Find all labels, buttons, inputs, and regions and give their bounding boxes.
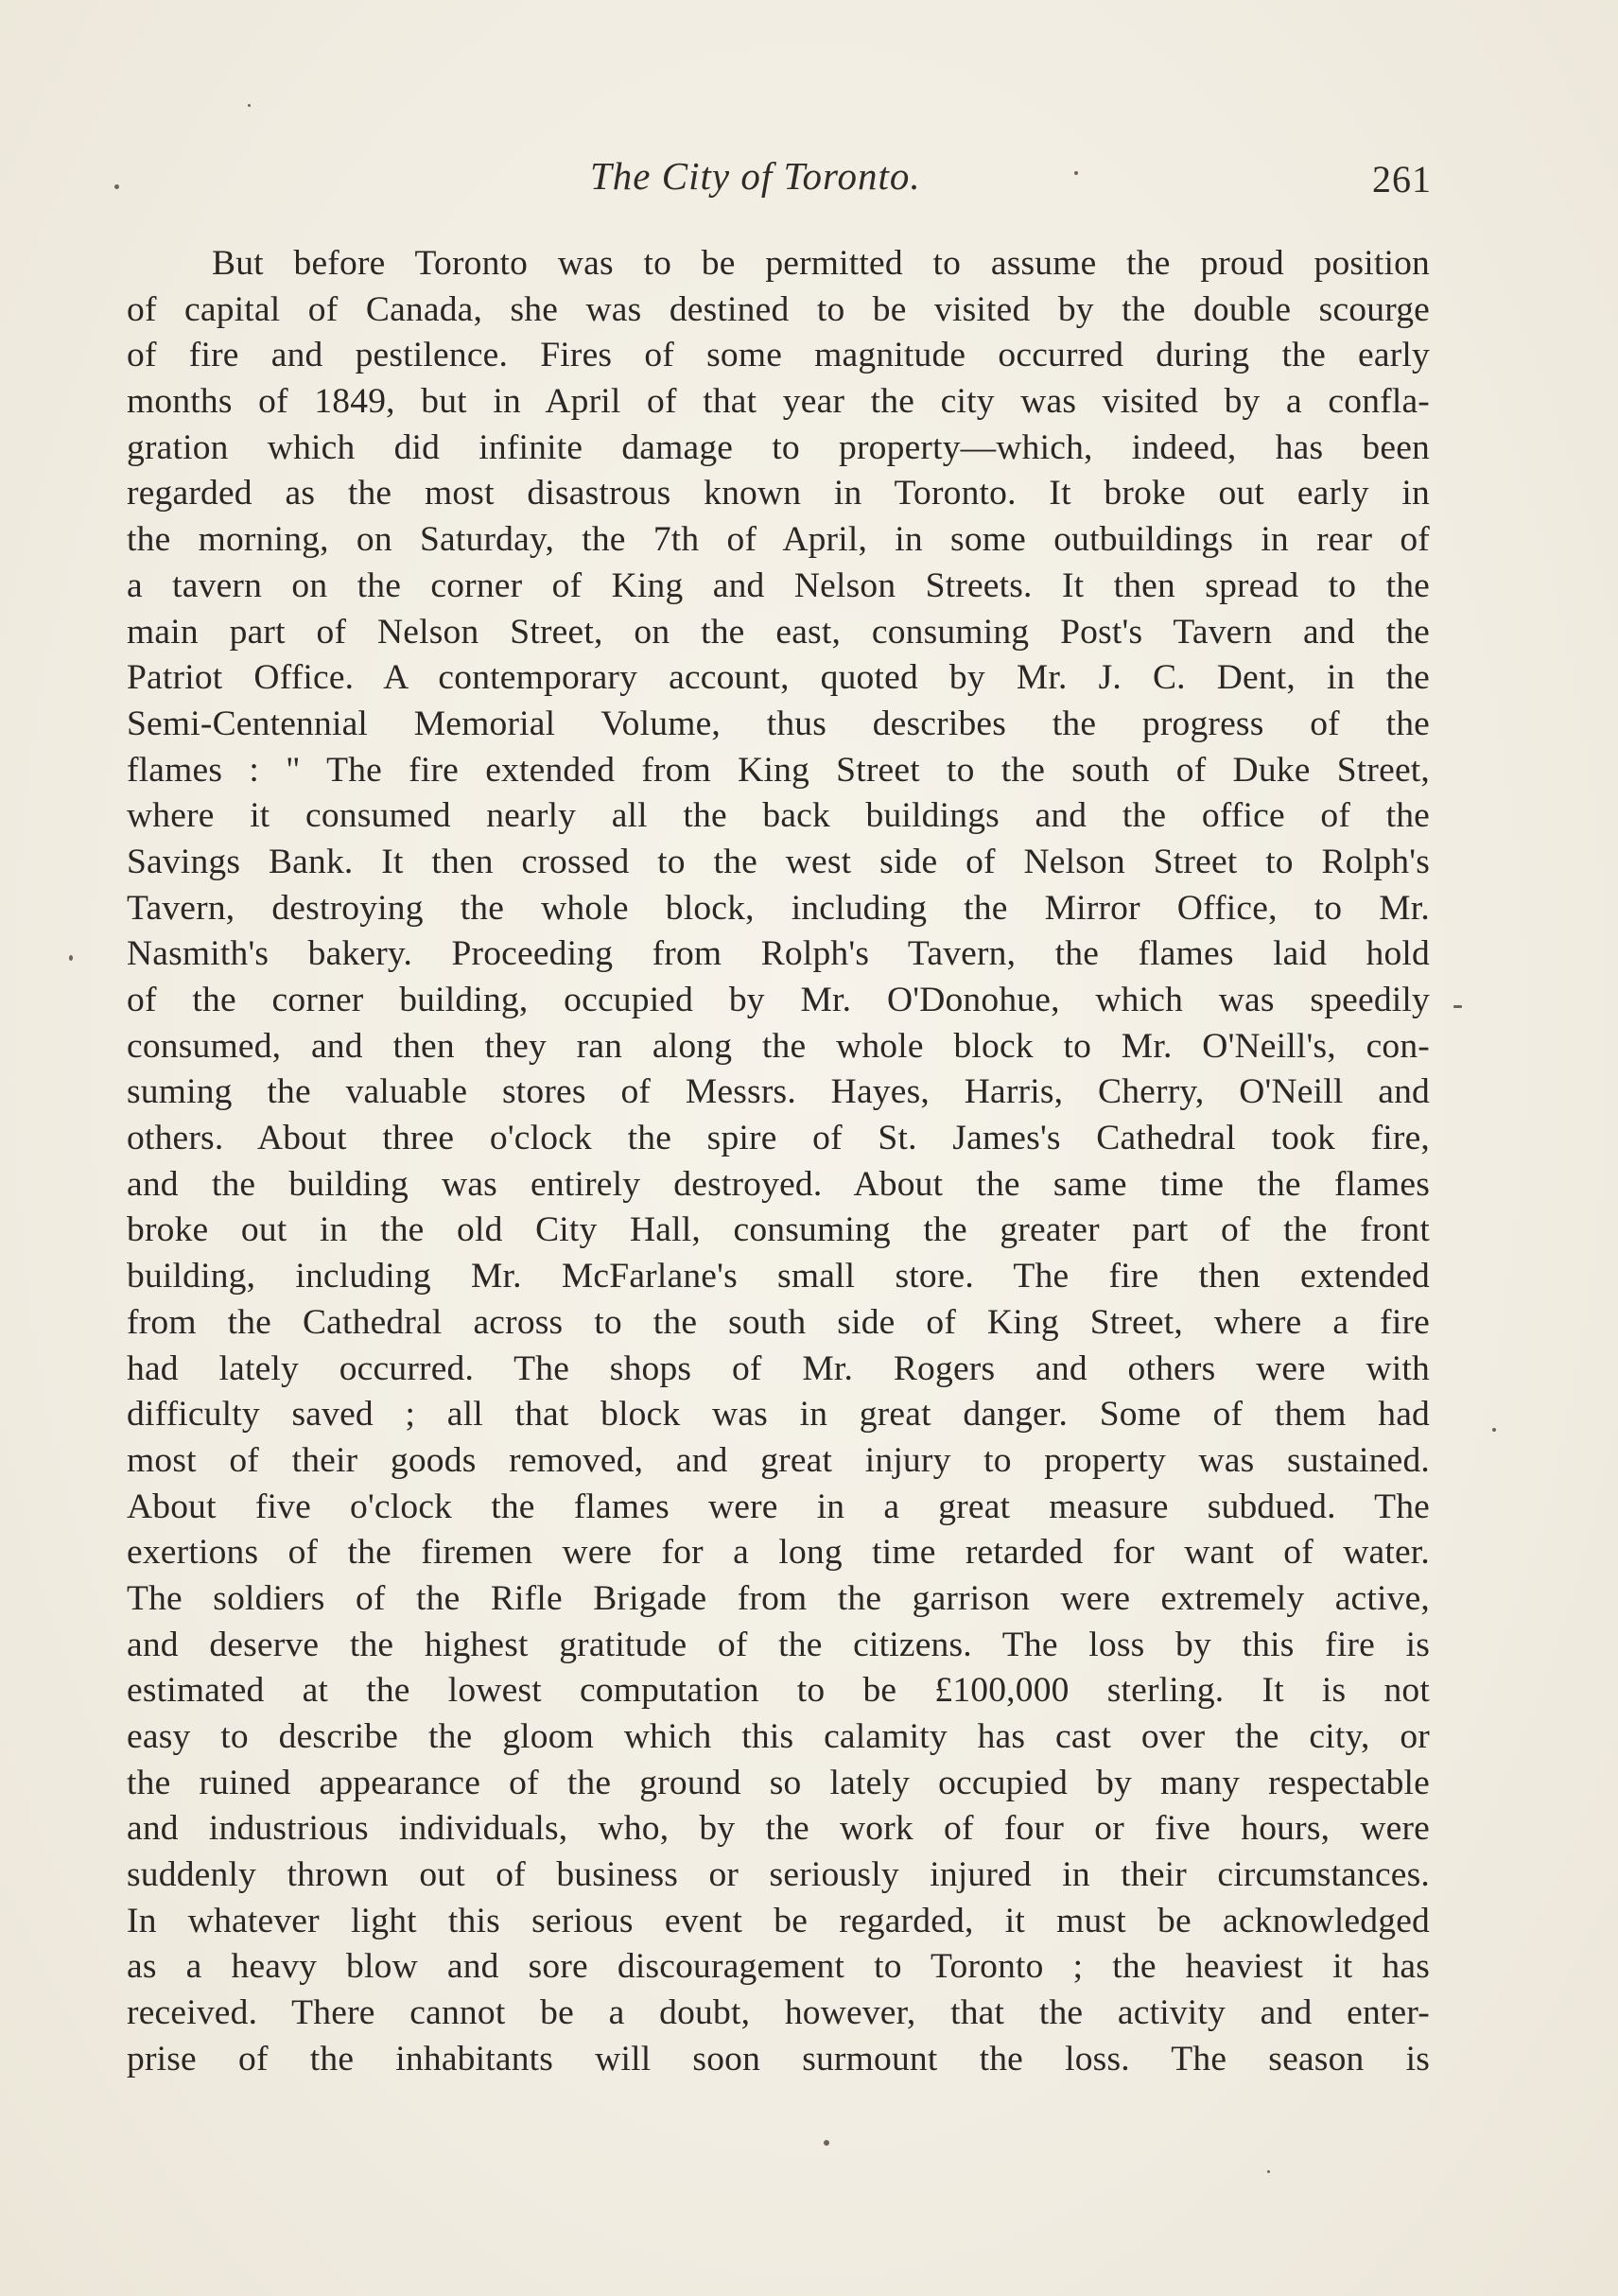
text-line: of capital of Canada, she was destined to be visited by the double scourge [127,289,1430,329]
text-line: had lately occurred. The shops of Mr. Rogers and others were with [127,1348,1430,1388]
text-line: gration which did infinite damage to property—which, indeed, has been [127,427,1430,467]
print-speck [248,104,251,107]
text-line: main part of Nelson Street, on the east, consuming Post's Tavern and the [127,612,1430,652]
print-speck [824,2140,829,2146]
text-line: difficulty saved ; all that block was in great danger. Some of them had [127,1395,1430,1435]
text-line: others. About three o'clock the spire of St. James's Cathedral took fire, [127,1119,1430,1158]
text-line: Patriot Office. A contemporary account, quoted by Mr. J. C. Dent, in the [127,658,1430,698]
text-line: as a heavy blow and sore discouragement to Toronto ; the heaviest it has [127,1947,1430,1987]
text-line: suming the valuable stores of Messrs. Hayes, Harris, Cherry, O'Neill and [127,1072,1430,1112]
text-line: suddenly thrown out of business or seriously injured in their circumstances. [127,1855,1430,1895]
text-line: exertions of the firemen were for a long time retarded for want of water. [127,1533,1430,1573]
text-line: of fire and pestilence. Fires of some magnitude occurred during the early [127,336,1430,375]
text-line: building, including Mr. McFarlane's small store. The fire then extended [127,1257,1430,1296]
text-line: But before Toronto was to be permitted to assume the proud position [212,244,1430,283]
text-line: flames : " The fire extended from King Street to the south of Duke Street, [127,750,1430,790]
text-line: and industrious individuals, who, by the work of four or five hours, were [127,1809,1430,1849]
text-line: the ruined appearance of the ground so lately occupied by many respectable [127,1763,1430,1802]
text-line: and deserve the highest gratitude of the citizens. The loss by this fire is [127,1625,1430,1664]
text-line: consumed, and then they ran along the whole block to Mr. O'Neill's, con- [127,1026,1430,1066]
text-line: About five o'clock the flames were in a great measure subdued. The [127,1487,1430,1526]
running-title: The City of Toronto. [590,154,921,198]
text-line: In whatever light this serious event be regarded, it must be acknowledged [127,1901,1430,1940]
text-line: a tavern on the corner of King and Nelson Streets. It then spread to the [127,565,1430,605]
text-line: Savings Bank. It then crossed to the west side of Nelson Street to Rolph's [127,842,1430,881]
page-number: 261 [1372,158,1432,200]
print-speck [1074,171,1078,175]
text-line: Tavern, destroying the whole block, including the Mirror Office, to Mr. [127,888,1430,928]
text-line: received. There cannot be a doubt, however, that the activity and enter- [127,1993,1430,2033]
text-line: where it consumed nearly all the back buildings and the office of the [127,796,1430,836]
text-line: and the building was entirely destroyed. About the same time the flames [127,1164,1430,1204]
text-line: most of their goods removed, and great injury to property was sustained. [127,1440,1430,1480]
text-line: from the Cathedral across to the south side of King Street, where a fire [127,1302,1430,1342]
text-line: estimated at the lowest computation to be £100,000 sterling. It is not [127,1671,1430,1711]
text-line: easy to describe the gloom which this calamity has cast over the city, or [127,1717,1430,1756]
text-line: The soldiers of the Rifle Brigade from the garrison were extremely active, [127,1578,1430,1618]
print-speck [1492,1428,1496,1432]
text-line: Nasmith's bakery. Proceeding from Rolph's Tavern, the flames laid hold [127,934,1430,974]
text-line: of the corner building, occupied by Mr. O'Donohue, which was speedily [127,981,1430,1019]
text-line: months of 1849, but in April of that year the city was visited by a confla- [127,382,1430,422]
text-line: Semi-Centennial Memorial Volume, thus describes the progress of the [127,704,1430,743]
body-text [127,241,1430,2083]
print-speck [1267,2170,1270,2173]
text-line: the morning, on Saturday, the 7th of April, in some outbuildings in rear of [127,520,1430,560]
text-line: prise of the inhabitants will soon surmount the loss. The season is [127,2039,1430,2079]
running-head [127,153,1432,210]
text-line: regarded as the most disastrous known in Toronto. It broke out early in [127,474,1430,513]
text-line: broke out in the old City Hall, consuming the greater part of the front [127,1210,1430,1250]
print-speck [1453,1005,1462,1008]
print-speck [69,955,73,961]
print-speck [114,184,119,189]
